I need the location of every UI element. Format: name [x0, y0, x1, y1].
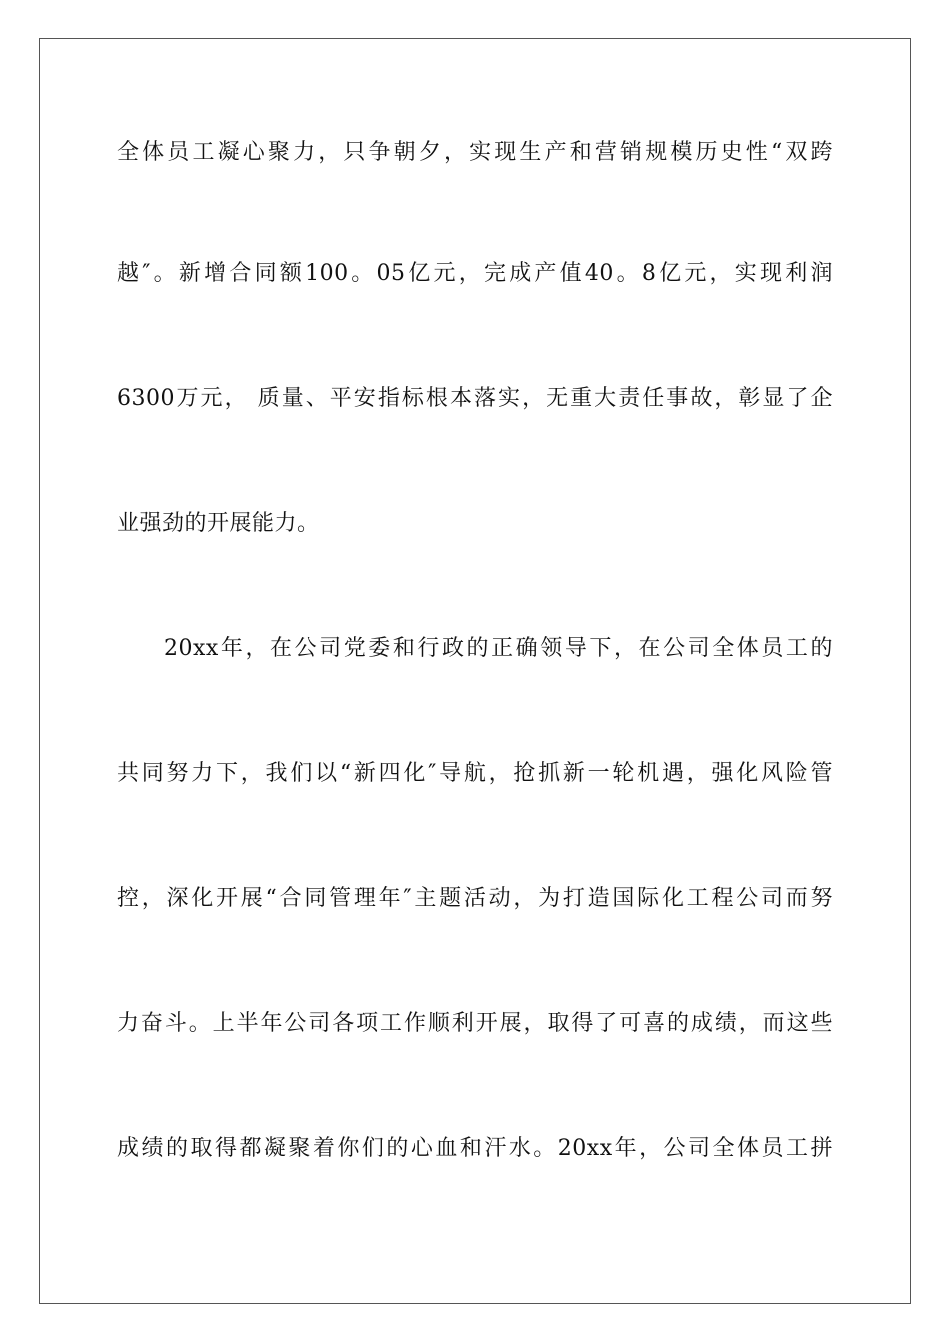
text-line: 成绩的取得都凝聚着你们的心血和汗水。20xx年，公司全体员工拼 — [117, 1136, 833, 1161]
text-line: 控，深化开展“合同管理年″主题活动，为打造国际化工程公司而努 — [117, 886, 833, 911]
text-line: 全体员工凝心聚力，只争朝夕，实现生产和营销规模历史性“双跨 — [117, 140, 833, 165]
text-line: 6300万元， 质量、平安指标根本落实，无重大责任事故，彰显了企 — [117, 386, 833, 411]
text-line: 共同努力下，我们以“新四化″导航，抢抓新一轮机遇，强化风险管 — [117, 761, 833, 786]
text-line: 业强劲的开展能力。 — [117, 511, 320, 536]
text-line: 越″。新增合同额100。05亿元，完成产值40。8亿元，实现利润 — [117, 261, 833, 286]
text-line: 20xx年，在公司党委和行政的正确领导下，在公司全体员工的 — [164, 636, 833, 661]
text-line: 力奋斗。上半年公司各项工作顺利开展，取得了可喜的成绩，而这些 — [117, 1011, 833, 1036]
page-border — [39, 38, 911, 1304]
